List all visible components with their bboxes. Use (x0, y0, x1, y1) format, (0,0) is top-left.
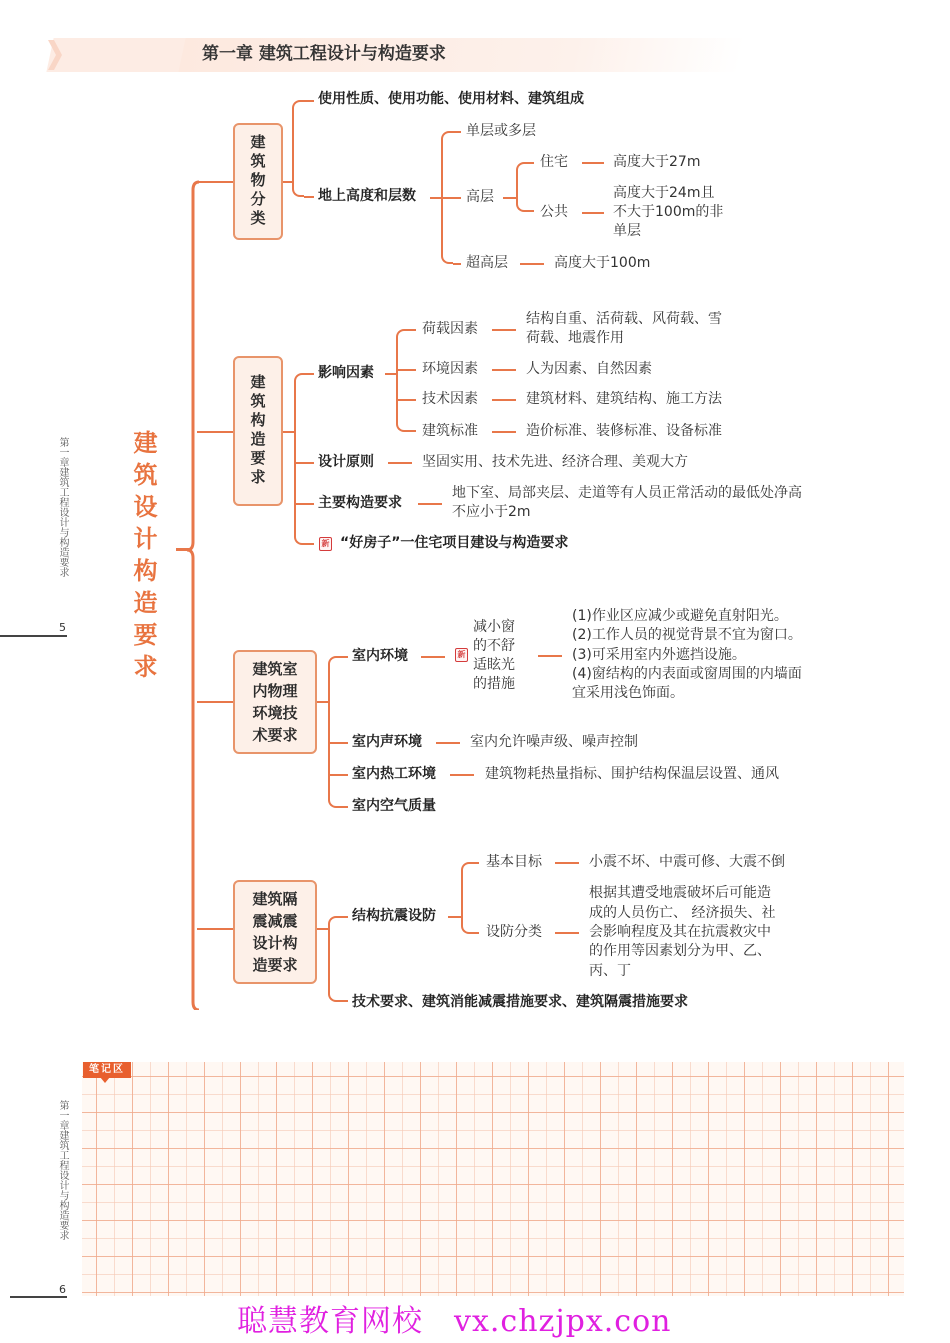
connector (555, 862, 579, 864)
node-fortification-class: 设防分类 (486, 924, 542, 940)
chevron-right-icon (48, 40, 62, 70)
node-load-factors: 荷载因素 (422, 321, 478, 337)
connector (450, 774, 474, 776)
connector (294, 462, 314, 464)
connector (538, 655, 562, 657)
bracket (294, 373, 306, 545)
box-line: 造要求 (252, 956, 298, 974)
connector (340, 656, 348, 658)
node-glare-line1: 减小窗 (473, 619, 515, 635)
notes-grid[interactable] (82, 1062, 904, 1296)
node-main-construction-requirements: 主要构造要求 (318, 495, 402, 511)
node-super-high-rise: 超高层 (466, 255, 508, 271)
connector (441, 197, 461, 199)
connector (396, 369, 416, 371)
node-glare-line4: 的措施 (473, 676, 515, 692)
glare-measure-4-cont: 宜采用浅色饰面。 (572, 685, 684, 701)
connector (453, 263, 461, 265)
new-badge-icon: 新 (319, 537, 332, 551)
node-design-principles-detail: 坚固实用、技术先进、经济合理、美观大方 (422, 454, 688, 470)
branch-box-building-construction: 建筑构造要求 (233, 356, 283, 506)
node-environment-factors: 环境因素 (422, 361, 478, 377)
node-basic-goal: 基本目标 (486, 854, 542, 870)
box-line: 内物理 (252, 682, 298, 700)
class-detail-line1: 根据其遭受地震破坏后可能造 (589, 885, 771, 901)
box-line: 建筑隔 (252, 890, 298, 908)
class-detail-line4: 的作用等因素划分为甲、乙、 (589, 943, 771, 959)
connector (294, 503, 314, 505)
node-load-detail-line1: 结构自重、活荷载、风荷载、雪 (526, 311, 722, 327)
class-detail-line2: 成的人员伤亡、 经济损失、社 (589, 905, 776, 921)
node-indoor-sound: 室内声环境 (352, 734, 422, 750)
connector (197, 181, 233, 183)
node-super-high-rise-rule: 高度大于100m (554, 255, 651, 271)
branch-box-building-classification: 建筑物分类 (233, 123, 283, 240)
connector (492, 399, 516, 401)
node-indoor-thermal: 室内热工环境 (352, 766, 436, 782)
bracket (516, 162, 528, 212)
node-glare-line2: 的不舒 (473, 638, 515, 654)
bracket (328, 656, 340, 808)
box-line: 术要求 (252, 726, 298, 744)
connector (492, 369, 516, 371)
connector (328, 774, 348, 776)
page-rule (10, 1296, 67, 1298)
connector (436, 742, 460, 744)
node-low-rise: 单层或多层 (466, 123, 536, 139)
glare-measure-1: (1)作业区应减少或避免直射阳光。 (572, 608, 788, 624)
glare-measure-3: (3)可采用室内外遮挡设施。 (572, 647, 746, 663)
node-residential: 住宅 (540, 154, 568, 170)
connector (340, 1000, 348, 1002)
bracket (292, 100, 304, 197)
connector (582, 162, 604, 164)
node-technical-detail: 建筑材料、建筑结构、施工方法 (526, 391, 722, 407)
connector (306, 543, 314, 545)
node-influence-factors: 影响因素 (318, 365, 374, 381)
node-structural-seismic: 结构抗震设防 (352, 908, 436, 924)
class-detail-line5: 丙、丁 (589, 963, 631, 979)
box-line: 设计构 (252, 934, 298, 952)
box-line: 震减震 (252, 912, 298, 930)
connector (503, 197, 517, 199)
node-indoor-air-quality: 室内空气质量 (352, 798, 436, 814)
bracket (328, 916, 340, 1002)
side-chapter-label: 第一章建筑工程设计与构造要求 (57, 1100, 68, 1240)
node-public-rule-line1: 高度大于24m且 (613, 185, 715, 201)
node-technical-requirements: 技术要求、建筑消能减震措施要求、建筑隔震措施要求 (352, 994, 688, 1010)
node-design-principles: 设计原则 (318, 454, 374, 470)
bracket (461, 862, 473, 934)
node-indoor-environment: 室内环境 (352, 648, 408, 664)
node-glare-line3: 适眩光 (473, 657, 515, 673)
node-public: 公共 (540, 204, 568, 220)
notes-tag-pointer (100, 1077, 110, 1083)
connector (528, 210, 534, 212)
node-load-detail-line2: 荷载、地震作用 (526, 330, 624, 346)
connector (328, 742, 348, 744)
connector (340, 916, 348, 918)
page-number: 5 (59, 621, 66, 634)
node-usage-classification: 使用性质、使用功能、使用材料、建筑组成 (318, 91, 584, 107)
connector (197, 431, 233, 433)
root-brace (186, 180, 200, 1010)
connector (306, 373, 314, 375)
connector (418, 503, 442, 505)
node-basic-goal-detail: 小震不坏、中震可修、大震不倒 (589, 854, 785, 870)
node-building-standards: 建筑标准 (422, 423, 478, 439)
box-line: 环境技 (252, 704, 298, 722)
new-badge-icon: 新 (455, 648, 468, 662)
connector (421, 656, 445, 658)
node-main-req-line2: 不应小于2m (452, 504, 531, 520)
class-detail-line3: 会影响程度及其在抗震救灾中 (589, 924, 771, 940)
chapter-title: 第一章 建筑工程设计与构造要求 (202, 44, 446, 64)
connector (473, 932, 479, 934)
node-high-rise: 高层 (466, 189, 494, 205)
bracket (396, 329, 408, 432)
connector (408, 430, 416, 432)
connector (448, 916, 462, 918)
node-good-house: “好房子”一住宅项目建设与构造要求 (340, 535, 569, 551)
page-rule (0, 635, 67, 637)
connector (555, 932, 579, 934)
connector (582, 212, 604, 214)
connector (197, 701, 233, 703)
watermark: 聪慧教育网校 vx.chzjpx.con (237, 1304, 672, 1339)
connector (197, 928, 233, 930)
node-indoor-thermal-detail: 建筑物耗热量指标、围护结构保温层设置、通风 (485, 766, 779, 782)
connector (396, 399, 416, 401)
node-indoor-sound-detail: 室内允许噪声级、噪声控制 (470, 734, 638, 750)
connector (492, 329, 516, 331)
node-technical-factors: 技术因素 (422, 391, 478, 407)
node-main-req-line1: 地下室、局部夹层、走道等有人员正常活动的最低处净高 (452, 485, 802, 501)
connector (304, 100, 314, 102)
connector (528, 162, 534, 164)
notes-tag: 笔记区 (83, 1062, 131, 1078)
branch-box-seismic-design (233, 880, 317, 984)
mindmap-root-title: 建筑设计构造要求 (129, 430, 157, 686)
connector (304, 196, 314, 198)
connector (520, 263, 544, 265)
glare-measure-4: (4)窗结构的内表面或窗周围的内墙面 (572, 666, 802, 682)
node-standards-detail: 造价标准、装修标准、设备标准 (526, 423, 722, 439)
node-height-and-floors: 地上高度和层数 (318, 188, 416, 204)
node-public-rule-line2: 不大于100m的非 (613, 204, 724, 220)
node-residential-rule: 高度大于27m (613, 154, 701, 170)
connector (473, 862, 479, 864)
glare-measure-2: (2)工作人员的视觉背景不宜为窗口。 (572, 627, 802, 643)
connector (340, 806, 348, 808)
node-environment-detail: 人为因素、自然因素 (526, 361, 652, 377)
side-chapter-label: 第一章建筑工程设计与构造要求 (57, 437, 68, 577)
connector (388, 462, 412, 464)
connector (492, 431, 516, 433)
node-public-rule-line3: 单层 (613, 223, 641, 239)
branch-box-indoor-environment (233, 650, 317, 754)
connector (408, 329, 416, 331)
box-line: 建筑室 (252, 660, 298, 678)
connector (453, 131, 461, 133)
page-number: 6 (59, 1283, 66, 1296)
